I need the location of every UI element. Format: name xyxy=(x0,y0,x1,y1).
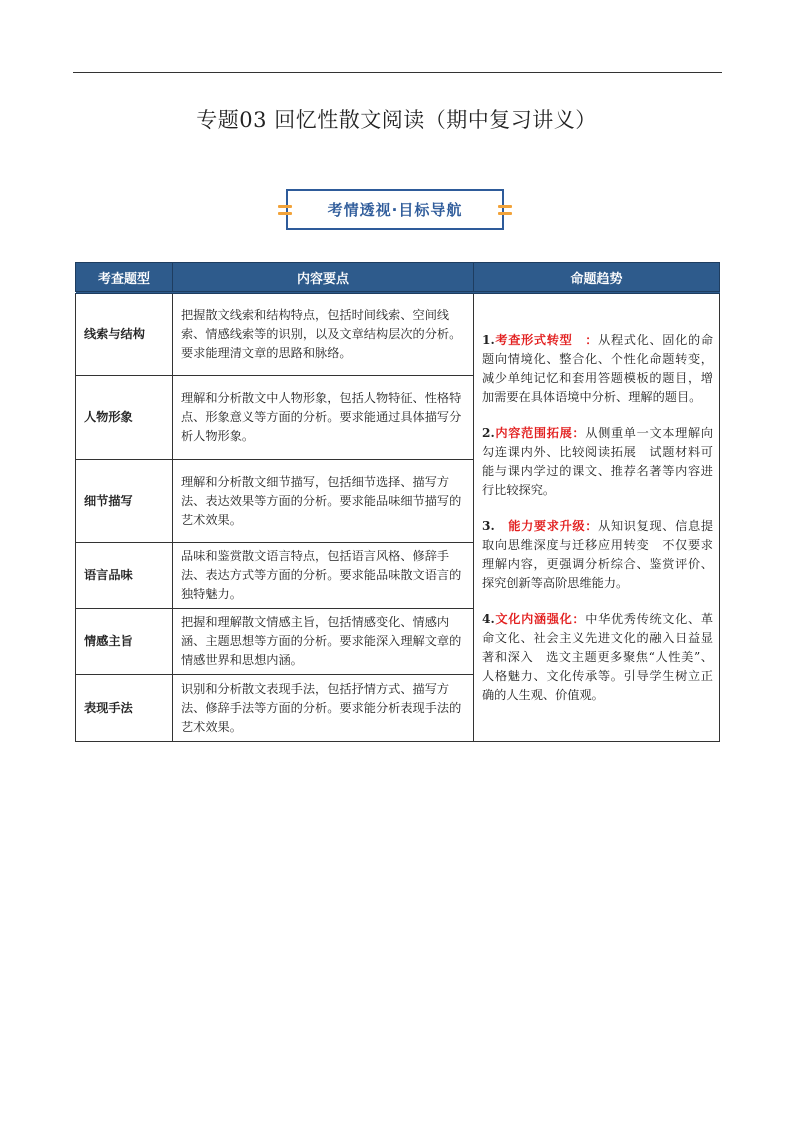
trend-heading: 考查形式转型 ： xyxy=(494,332,599,347)
exam-overview-table xyxy=(75,262,720,742)
row-content: 理解和分析散文中人物形象，包括人物特征、性格特点、形象意义等方面的分析。要求能通过具体描写分析人物形象。 xyxy=(173,376,474,460)
trend-item xyxy=(482,517,713,593)
row-content: 把握和理解散文情感主旨，包括情感变化、情感内涵、主题思想等方面的分析。要求能深入理解文章的情感世界和思想内涵。 xyxy=(173,609,474,675)
row-topic: 人物形象 xyxy=(76,376,173,460)
column-header-content: 内容要点 xyxy=(173,263,474,293)
trend-text: 从知识复现、信息提取向思维深度与迁移应用转变 不仅要求理解内容，更强调分析综合、鉴赏评价、探究创新等高阶思维能力。 xyxy=(482,518,714,590)
trend-text: 从侧重单一文本理解向勾连课内外、比较阅读拓展 试题材料可能与课内学过的课文、推荐名著等内容进行比较探究。 xyxy=(482,425,714,497)
trend-item xyxy=(482,610,713,705)
row-topic: 表现手法 xyxy=(76,675,173,742)
row-content: 把握散文线索和结构特点，包括时间线索、空间线索、情感线索等的识别，以及文章结构层次的分析。要求能理清文章的思路和脉络。 xyxy=(173,293,474,376)
row-topic: 情感主旨 xyxy=(76,609,173,675)
trend-number: 3. xyxy=(482,518,495,533)
row-content: 识别和分析散文表现手法，包括抒情方式、描写方法、修辞手法等方面的分析。要求能分析表现手法的艺术效果。 xyxy=(173,675,474,742)
trend-number: 2. xyxy=(482,425,495,440)
trend-text: 中华优秀传统文化、革命文化、社会主义先进文化的融入日益显著和深入 选文主题更多聚焦“人性美”、人格魅力、文化传承等。引导学生树立正确的人生观、价值观。 xyxy=(482,611,714,702)
row-topic: 线索与结构 xyxy=(76,293,173,376)
page-title: 专题03 回忆性散文阅读（期中复习讲义） xyxy=(196,108,597,132)
table-header-row xyxy=(76,263,720,293)
banner-left-ornament xyxy=(278,205,292,215)
section-banner xyxy=(286,189,504,230)
trend-number: 4. xyxy=(482,611,495,626)
header-rule xyxy=(73,72,722,73)
row-content: 理解和分析散文细节描写，包括细节选择、描写方法、表达效果等方面的分析。要求能品味细节描写的艺术效果。 xyxy=(173,460,474,543)
trend-number: 1. xyxy=(482,332,495,347)
trend-cell xyxy=(474,293,720,742)
trend-item xyxy=(482,424,713,500)
trend-heading: 能力要求升级： xyxy=(494,518,599,533)
table-row xyxy=(76,293,720,376)
trend-heading: 文化内涵强化： xyxy=(494,611,586,626)
trend-heading: 内容范围拓展： xyxy=(494,425,586,440)
trend-item xyxy=(482,331,713,407)
row-topic: 细节描写 xyxy=(76,460,173,543)
column-header-type: 考查题型 xyxy=(76,263,173,293)
banner-label: 考情透视·目标导航 xyxy=(327,201,463,219)
row-topic: 语言品味 xyxy=(76,543,173,609)
trend-text: 从程式化、固化的命题向情境化、整合化、个性化命题转变，减少单纯记忆和套用答题模板的题目，增加需要在具体语境中分析、理解的题目。 xyxy=(482,332,714,404)
banner-right-ornament xyxy=(498,205,512,215)
column-header-trend: 命题趋势 xyxy=(474,263,720,293)
row-content: 品味和鉴赏散文语言特点，包括语言风格、修辞手法、表达方式等方面的分析。要求能品味散文语言的独特魅力。 xyxy=(173,543,474,609)
